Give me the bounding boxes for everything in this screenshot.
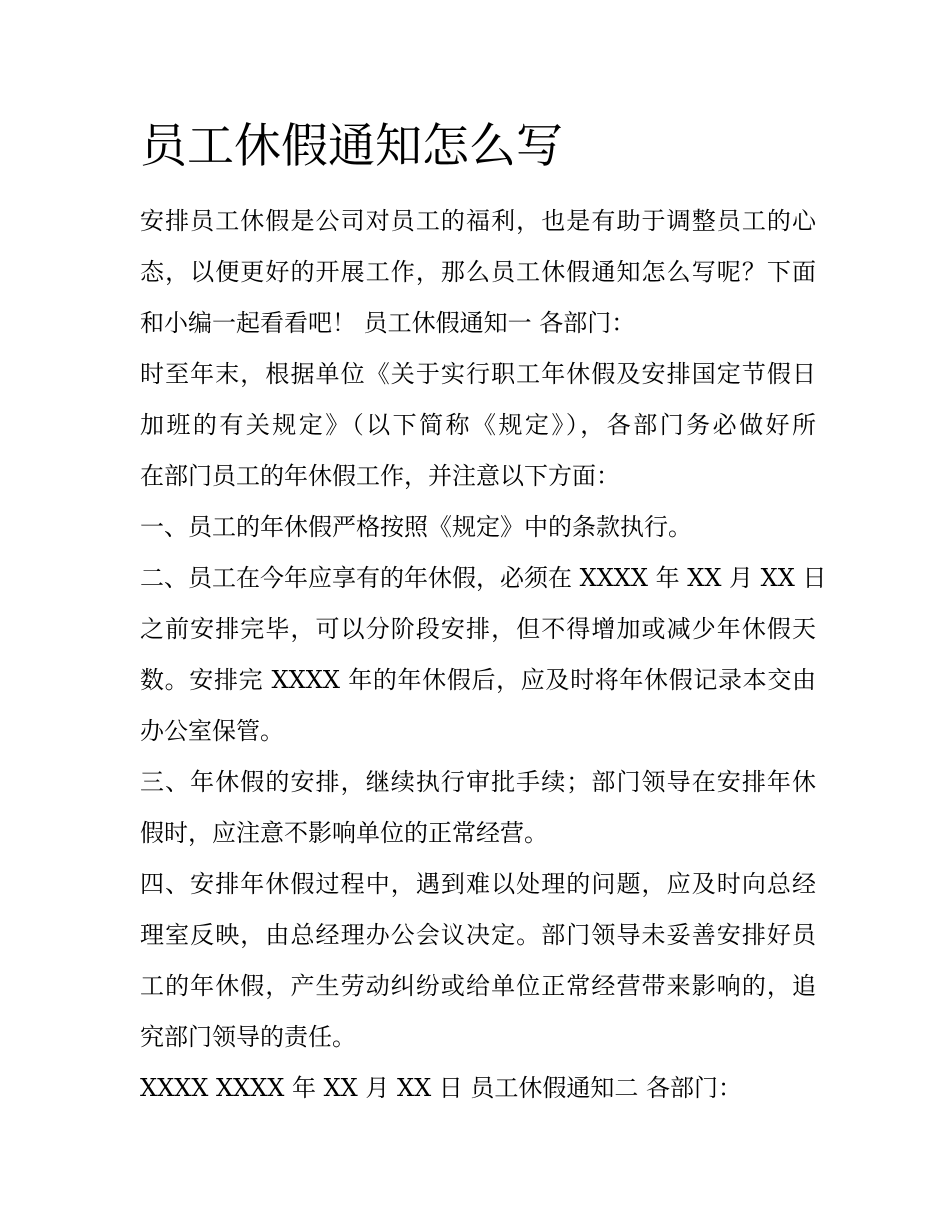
paragraph-line: 之前安排完毕，可以分阶段安排，但不得增加或减少年休假天	[140, 615, 816, 643]
paragraph-line: 一、员工的年休假严格按照《规定》中的条款执行。	[140, 513, 692, 541]
document-body	[140, 196, 827, 1114]
paragraph-date-and-notice-two	[140, 1063, 816, 1114]
paragraph-line: 安排员工休假是公司对员工的福利，也是有助于调整员工的心	[140, 207, 816, 235]
paragraph-line: 究部门领导的责任。	[140, 1023, 356, 1051]
paragraph-line: 和小编一起看看吧！ 员工休假通知一 各部门：	[140, 309, 636, 337]
paragraph-line: 态，以便更好的开展工作，那么员工休假通知怎么写呢？下面	[140, 258, 816, 286]
paragraph-line: 办公室保管。	[140, 717, 284, 745]
paragraph-line: 时至年末，根据单位《关于实行职工年休假及安排国定节假日	[140, 360, 816, 388]
paragraph-line: 理室反映，由总经理办公会议决定。部门领导未妥善安排好员	[140, 921, 816, 949]
paragraph-item-2	[140, 553, 827, 757]
paragraph-context	[140, 349, 816, 502]
paragraph-item-1	[140, 502, 816, 553]
paragraph-line: 加班的有关规定》（以下简称《规定》），各部门务必做好所	[140, 411, 816, 439]
paragraph-line: XXXX XXXX 年 XX 月 XX 日 员工休假通知二 各部门：	[140, 1074, 743, 1102]
paragraph-line: 数。安排完 XXXX 年的年休假后，应及时将年休假记录本交由	[140, 666, 816, 694]
document-title: 员工休假通知怎么写	[140, 119, 563, 174]
paragraph-line: 三、年休假的安排，继续执行审批手续；部门领导在安排年休	[140, 768, 816, 796]
paragraph-line: 在部门员工的年休假工作，并注意以下方面：	[140, 462, 620, 490]
paragraph-line: 假时，应注意不影响单位的正常经营。	[140, 819, 548, 847]
paragraph-item-4	[140, 859, 816, 1063]
paragraph-line: 二、员工在今年应享有的年休假，必须在 XXXX 年 XX 月 XX 日	[140, 564, 827, 592]
paragraph-line: 工的年休假，产生劳动纠纷或给单位正常经营带来影响的，追	[140, 972, 816, 1000]
paragraph-intro	[140, 196, 816, 349]
paragraph-item-3	[140, 757, 816, 859]
paragraph-line: 四、安排年休假过程中，遇到难以处理的问题，应及时向总经	[140, 870, 816, 898]
